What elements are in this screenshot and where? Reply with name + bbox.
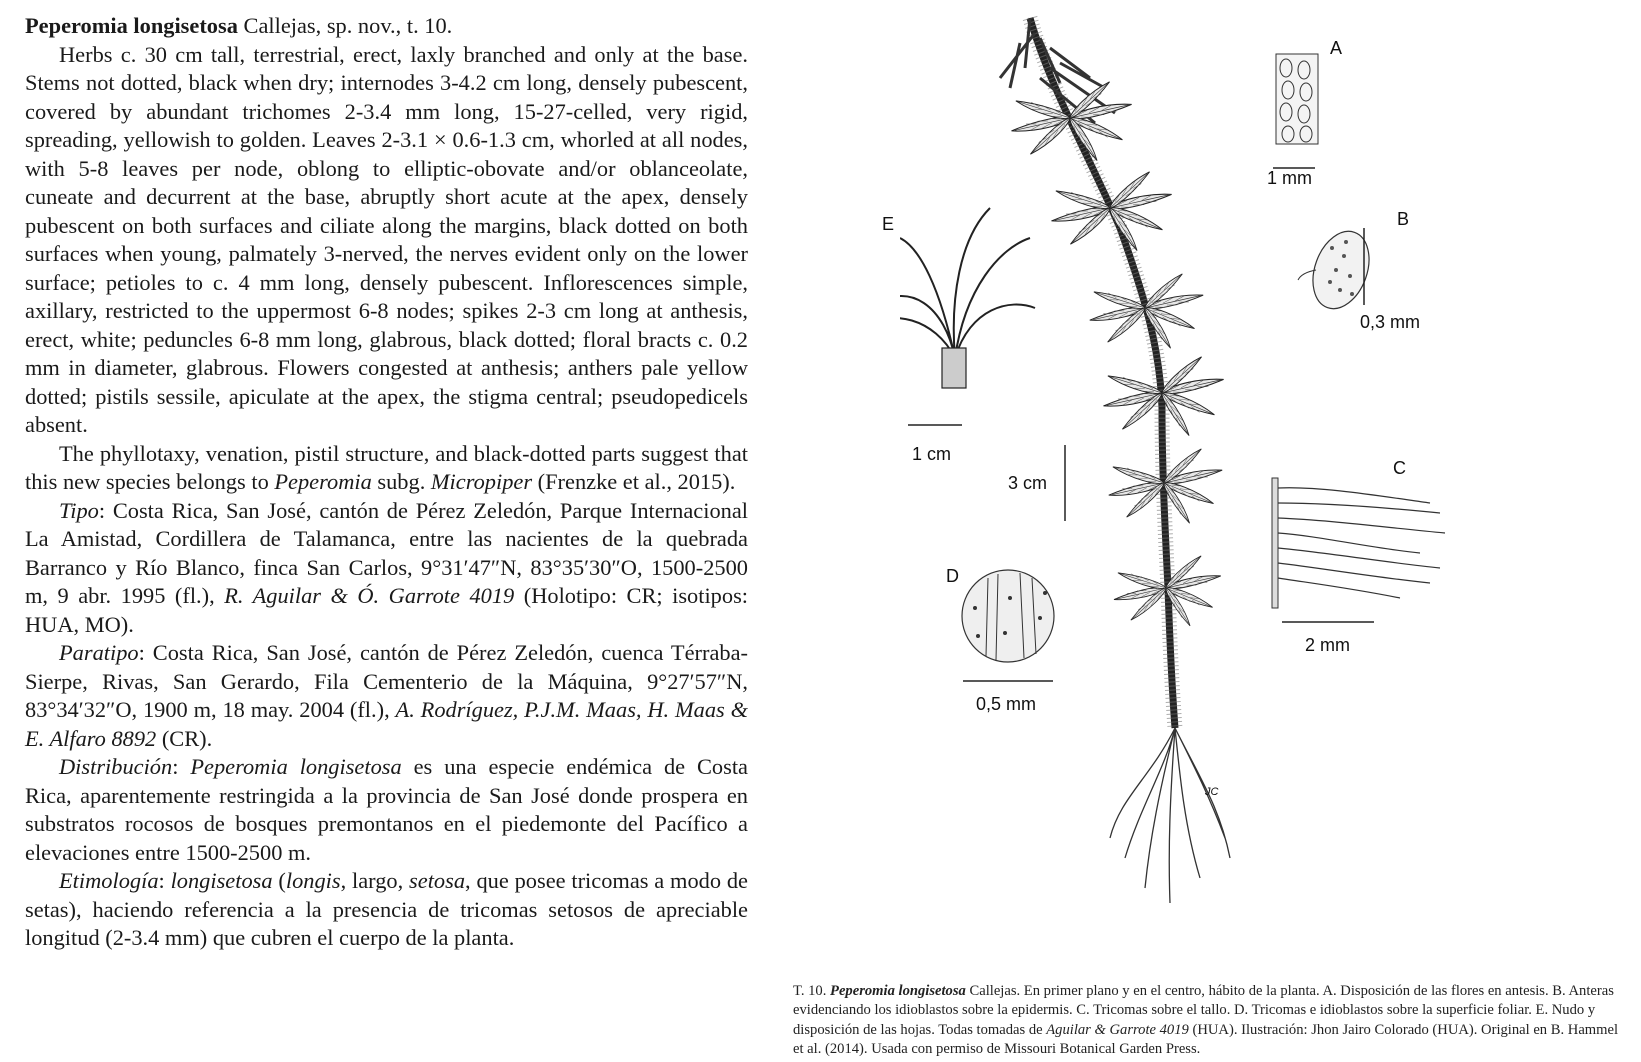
label-e: E [882,214,895,234]
detail-c-trichomes [1272,478,1445,622]
scale-e: 1 cm [912,444,952,464]
detail-e-node [900,208,1035,425]
description-paragraph: Herbs c. 30 cm tall, terrestrial, erect, laxly branched and only at the base. Stems not dotted, black when dry; internodes 3-4.2 cm long, densely pubescent, covered by abundant trichomes 2-3.4 mm long, 15-27-celled, very rigid, spreading, yellowish to golden. Leaves 2-3.1 × 0.6-1.3 cm, whorled at all nodes, with 5-8 leaves per node, oblong to elliptic-obovate and/or oblanceolate, cuneate and decurrent at the base, abruptly short acute at the apex, densely pubescent on both surfaces and ciliate along the margins, black dotted on both surfaces when young, palmately 3-nerved, the nerves evident only on the lower surface; petioles to c. 4 mm long, densely pubescent. Inflorescences simple, axillary, restricted to the uppermost 6-8 nodes; spikes 2-3 cm long at anthesis, erect, white; peduncles 6-8 mm long, glabrous, black dotted; floral bracts c. 0.2 mm in diameter, glabrous. Flowers congested at anthesis; anthers pale yellow dotted; pistils sessile, apiculate at the apex, the stigma central; pseudopedicels absent. [25,41,748,437]
phyllotaxy-paragraph: The phyllotaxy, venation, pistil structure, and black-dotted parts suggest that this new species belongs to Peperomia subg. Micropiper (Frenzke et al., 2015). [25,440,748,494]
botanical-illustration [882,8,1641,918]
plant-habit [1000,18,1230,903]
paratipo-paragraph: Paratipo: Costa Rica, San José, cantón de Pérez Zeledón, cuenca Térraba-Sierpe, Rivas, San Gerardo, Fila Cementerio de la Máquina, 9°27′57″N, 83°34′32″O, 1900 m, 18 may. 2004 (fl.), A. Rodríguez, P.J.M. Maas, H. Maas & E. Alfaro 8892 (CR). [25,640,748,751]
illustration-drawing [900,8,1641,918]
label-b: B [1397,209,1410,229]
distribucion-label: Distribución [59,754,173,779]
species-heading [25,12,748,41]
detail-b-anthers [1298,224,1379,317]
etimologia-paragraph: Etimología: longisetosa (longis, largo, setosa, que posee tricomas a modo de setas), haciendo referencia a la presencia de tricomas setosos de apreciable longitud (2-3.4 mm) que cubren el cuerpo de la planta. [25,868,748,950]
label-c: C [1393,458,1406,478]
detail-d-leaf-surface [962,570,1054,681]
scale-a: 1 mm [1267,168,1312,188]
scale-d: 0,5 mm [976,694,1037,714]
detail-a-flowers [1273,54,1318,168]
species-author: Callejas, sp. nov., t. 10. [237,13,453,38]
distribucion-paragraph: Distribución: Peperomia longisetosa es una especie endémica de Costa Rica, aparentemente restringida a la provincia de San José donde prospera en substratos rocosos de bosques premontanos en el piedemonte del Pacífico a elevaciones entre 1500-2500 m. [25,754,748,865]
tipo-paragraph: Tipo: Costa Rica, San José, cantón de Pérez Zeledón, Parque Internacional La Amistad, Cordillera de Talamanca, entre las nacientes de la quebrada Barranco y Río Blanco, finca San Carlos, 9°31′47″N, 83°35′30″O, 1500-2500 m, 9 abr. 1995 (fl.), R. Aguilar & Ó. Garrote 4019 (Holotipo: CR; isotipos: HUA, MO). [25,497,749,637]
figure-caption: T. 10. Peperomia longisetosa Callejas. En primer plano y en el centro, hábito de la planta. A. Disposición de las flores en antesis. B. Anteras evidenciando los idioblastos sobre la epidermis. C. Tricomas sobre el tallo. D. Tricomas e idioblastos sobre la superficie foliar. E. Nudo y disposición de las hojas. Todas tomadas de Aguilar & Garrote 4019 (HUA). Ilustración: Jhon Jairo Colorado (HUA). Original en B. Hammel et al. (2014). Usada con permiso de Missouri Botanical Garden Press. [793,982,1619,1058]
paratipo-label: Paratipo [59,640,139,665]
label-a: A [1330,38,1343,58]
tipo-label: Tipo [59,497,99,523]
scale-b: 0,3 mm [1360,312,1421,332]
article-text [25,12,748,953]
etimologia-label: Etimología [59,868,159,893]
species-name: Peperomia longisetosa [25,13,238,38]
label-d: D [946,566,959,586]
scale-c: 2 mm [1305,635,1350,655]
illustrator-signature: JC [1205,786,1219,798]
scale-habit: 3 cm [1008,473,1048,493]
